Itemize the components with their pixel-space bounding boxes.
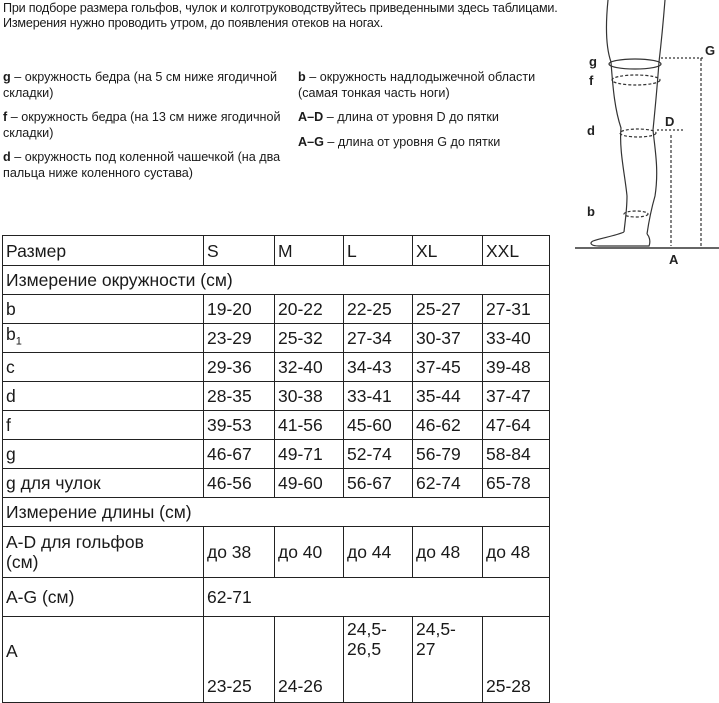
header-cell: XL [413, 236, 483, 266]
table-cell: 33-41 [344, 382, 413, 411]
table-cell: 37-45 [413, 353, 483, 382]
definitions-left [3, 70, 281, 190]
size-table [2, 235, 550, 703]
row-label: A-G (см) [3, 578, 204, 617]
row-label: c [3, 353, 204, 382]
table-cell: до 48 [483, 527, 550, 578]
leg-outline-front [647, 0, 665, 234]
table-row [3, 324, 550, 353]
table-cell: 27-34 [344, 324, 413, 353]
table-cell: до 44 [344, 527, 413, 578]
table-cell: 62-74 [413, 469, 483, 498]
label-D: D [665, 114, 675, 129]
table-cell: 62-71 [204, 578, 550, 617]
definition-f: f – окружность бедра (на 13 см ниже ягодичной складки) [3, 110, 281, 140]
table-row [3, 353, 550, 382]
table-cell: 35-44 [413, 382, 483, 411]
table-cell: 32-40 [275, 353, 344, 382]
table-row [3, 469, 550, 498]
intro-text: При подборе размера гольфов, чулок и колготруководствуйтесь приведенными здесь таблицами. Измерения нужно проводить утром, до появления отеков на ногах. [3, 1, 558, 30]
table-row [3, 578, 550, 617]
table-cell: 49-71 [275, 440, 344, 469]
section-row [3, 498, 550, 527]
table-row [3, 440, 550, 469]
row-label: f [3, 411, 204, 440]
table-cell: 49-60 [275, 469, 344, 498]
table-row [3, 295, 550, 324]
row-label: b [3, 295, 204, 324]
definition-d: d – окружность под коленной чашечкой (на два пальца ниже коленного сустава) [3, 150, 281, 180]
label-g: g [589, 54, 597, 69]
table-cell: 19-20 [204, 295, 275, 324]
section-title: Измерение длины (см) [3, 498, 550, 527]
d-ellipse [620, 129, 656, 137]
label-A: A [669, 252, 679, 267]
definitions-right [298, 70, 570, 159]
table-cell: до 38 [204, 527, 275, 578]
header-cell: L [344, 236, 413, 266]
table-cell: 46-67 [204, 440, 275, 469]
label-G: G [705, 43, 716, 58]
table-row [3, 382, 550, 411]
table-row [3, 617, 550, 703]
definition-a-d: A–D – длина от уровня D до пятки [298, 110, 499, 124]
b-ellipse [624, 211, 648, 217]
table-cell: 47-64 [483, 411, 550, 440]
table-header-row [3, 236, 550, 266]
table-cell: 52-74 [344, 440, 413, 469]
label-f: f [589, 73, 594, 88]
table-row [3, 527, 550, 578]
table-cell: 45-60 [344, 411, 413, 440]
table-cell: 25-28 [483, 617, 550, 703]
table-cell: 24-26 [275, 617, 344, 703]
table-cell: 29-36 [204, 353, 275, 382]
row-label: A [3, 617, 204, 703]
table-cell: 27-31 [483, 295, 550, 324]
table-row [3, 411, 550, 440]
row-label: $b_1$ [3, 324, 204, 353]
label-d: d [587, 123, 595, 138]
row-label: g для чулок [3, 469, 204, 498]
table-cell: 24,5- 26,5 [344, 617, 413, 703]
row-label: A-D для гольфов (см) [3, 527, 204, 578]
table-cell: 65-78 [483, 469, 550, 498]
table-cell: 39-53 [204, 411, 275, 440]
f-ellipse [612, 75, 660, 85]
definition-g: g – окружность бедра (на 5 см ниже ягодичной складки) [3, 70, 278, 100]
table-cell: 58-84 [483, 440, 550, 469]
label-b: b [587, 204, 595, 219]
table-cell: 30-37 [413, 324, 483, 353]
leg-measurement-diagram [575, 0, 719, 268]
table-cell: 22-25 [344, 295, 413, 324]
foot-outline [591, 232, 650, 246]
circumference-rows [3, 295, 550, 498]
table-cell: 33-40 [483, 324, 550, 353]
definition-b: b – окружность надлодыжечной области (самая тонкая часть ноги) [298, 70, 536, 100]
table-cell: 24,5- 27 [413, 617, 483, 703]
table-cell: до 40 [275, 527, 344, 578]
table-cell: 39-48 [483, 353, 550, 382]
definition-a-g: A–G – длина от уровня G до пятки [298, 134, 501, 149]
header-cell: XXL [483, 236, 550, 266]
table-cell: 25-27 [413, 295, 483, 324]
table-cell: 28-35 [204, 382, 275, 411]
table-cell: 25-32 [275, 324, 344, 353]
table-cell: 41-56 [275, 411, 344, 440]
table-cell: до 48 [413, 527, 483, 578]
table-cell: 56-79 [413, 440, 483, 469]
table-cell: 20-22 [275, 295, 344, 324]
table-cell: 30-38 [275, 382, 344, 411]
table-cell: 34-43 [344, 353, 413, 382]
section-title: Измерение окружности (см) [3, 266, 550, 295]
table-cell: 37-47 [483, 382, 550, 411]
section-row [3, 266, 550, 295]
leg-outline-back [606, 0, 627, 232]
table-cell: 23-25 [204, 617, 275, 703]
table-cell: 46-56 [204, 469, 275, 498]
header-cell: Размер [3, 236, 204, 266]
g-ellipse [609, 59, 661, 69]
header-cell: S [204, 236, 275, 266]
header-cell: M [275, 236, 344, 266]
table-cell: 56-67 [344, 469, 413, 498]
table-cell: 23-29 [204, 324, 275, 353]
row-label: d [3, 382, 204, 411]
table-cell: 46-62 [413, 411, 483, 440]
row-label: g [3, 440, 204, 469]
